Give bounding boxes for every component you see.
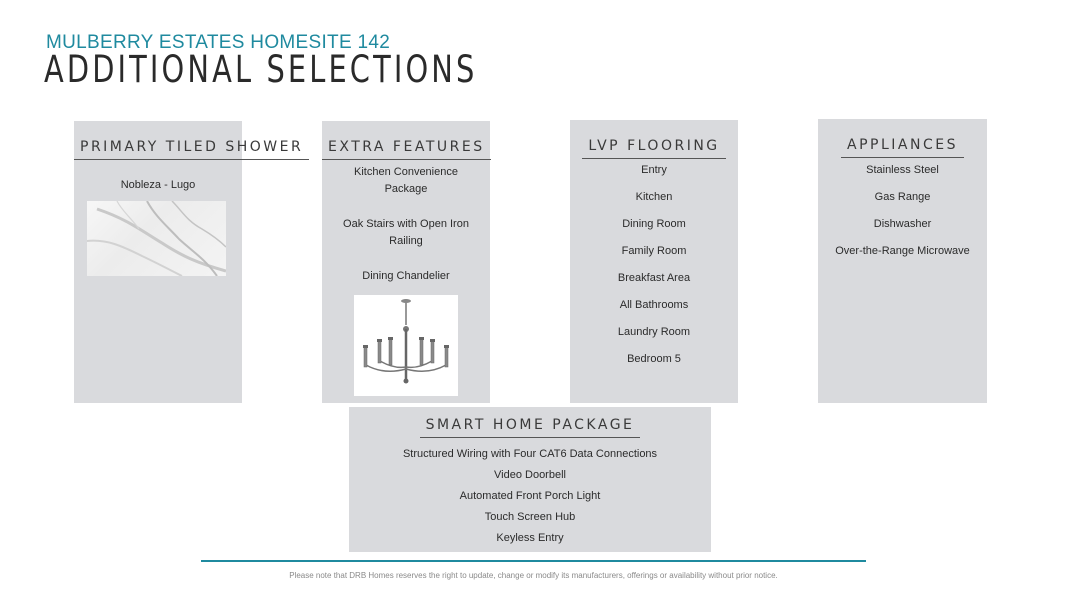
flooring-room-item: All Bathrooms bbox=[619, 299, 689, 311]
extra-feature-item: Oak Stairs with Open Iron Railing bbox=[343, 218, 469, 247]
flooring-room-item: Entry bbox=[641, 164, 667, 176]
footer-divider bbox=[201, 560, 866, 562]
disclaimer-note: Please note that DRB Homes reserves the right to update, change or modify its manufacturers, offerings or availability without prior notice. bbox=[289, 571, 778, 580]
panel-smart-home-package bbox=[349, 407, 711, 552]
flooring-room-item: Dining Room bbox=[622, 218, 686, 230]
flooring-room-item: Laundry Room bbox=[617, 326, 691, 338]
panel-extra-features bbox=[322, 121, 490, 403]
smart-home-item: Structured Wiring with Four CAT6 Data Connections bbox=[402, 448, 658, 460]
appliance-item: Over-the-Range Microwave bbox=[835, 245, 970, 257]
flooring-room-item: Family Room bbox=[621, 245, 687, 257]
panel-title: PRIMARY TILED SHOWER bbox=[74, 139, 309, 160]
chandelier-icon bbox=[354, 295, 458, 396]
smart-home-item: Video Doorbell bbox=[494, 469, 566, 481]
flooring-room-item: Bedroom 5 bbox=[627, 353, 681, 365]
panel-header bbox=[818, 136, 987, 158]
extra-feature-item: Dining Chandelier bbox=[362, 270, 450, 282]
panel-title: SMART HOME PACKAGE bbox=[420, 417, 641, 438]
extra-feature-item: Kitchen Convenience Package bbox=[354, 166, 458, 195]
panel-primary-tiled-shower bbox=[74, 121, 304, 403]
flooring-room-item: Breakfast Area bbox=[617, 272, 691, 284]
marble-tile-image bbox=[87, 201, 226, 276]
appliance-item: Stainless Steel bbox=[866, 164, 939, 176]
panel-title: LVP FLOORING bbox=[582, 138, 725, 159]
flooring-room-item: Kitchen bbox=[635, 191, 673, 203]
panel-appliances bbox=[818, 119, 987, 403]
panel-header bbox=[570, 137, 738, 159]
panel-lvp-flooring bbox=[570, 120, 738, 403]
panel-header bbox=[322, 138, 490, 160]
appliance-item: Dishwasher bbox=[873, 218, 932, 230]
smart-home-item: Keyless Entry bbox=[496, 532, 564, 544]
panel-header bbox=[349, 416, 711, 438]
panel-header bbox=[74, 138, 304, 160]
smart-home-item: Automated Front Porch Light bbox=[459, 490, 601, 502]
community-homesite-subtitle: MULBERRY ESTATES HOMESITE 142 bbox=[46, 32, 391, 53]
page-title: ADDITIONAL SELECTIONS bbox=[44, 48, 478, 91]
appliance-item: Gas Range bbox=[874, 191, 931, 203]
shower-item: Nobleza - Lugo bbox=[120, 179, 196, 191]
panel-title: EXTRA FEATURES bbox=[322, 139, 491, 160]
panel-title: APPLIANCES bbox=[841, 137, 964, 158]
chandelier-image bbox=[354, 295, 458, 396]
smart-home-item: Touch Screen Hub bbox=[484, 511, 576, 523]
marble-veins bbox=[87, 201, 226, 276]
